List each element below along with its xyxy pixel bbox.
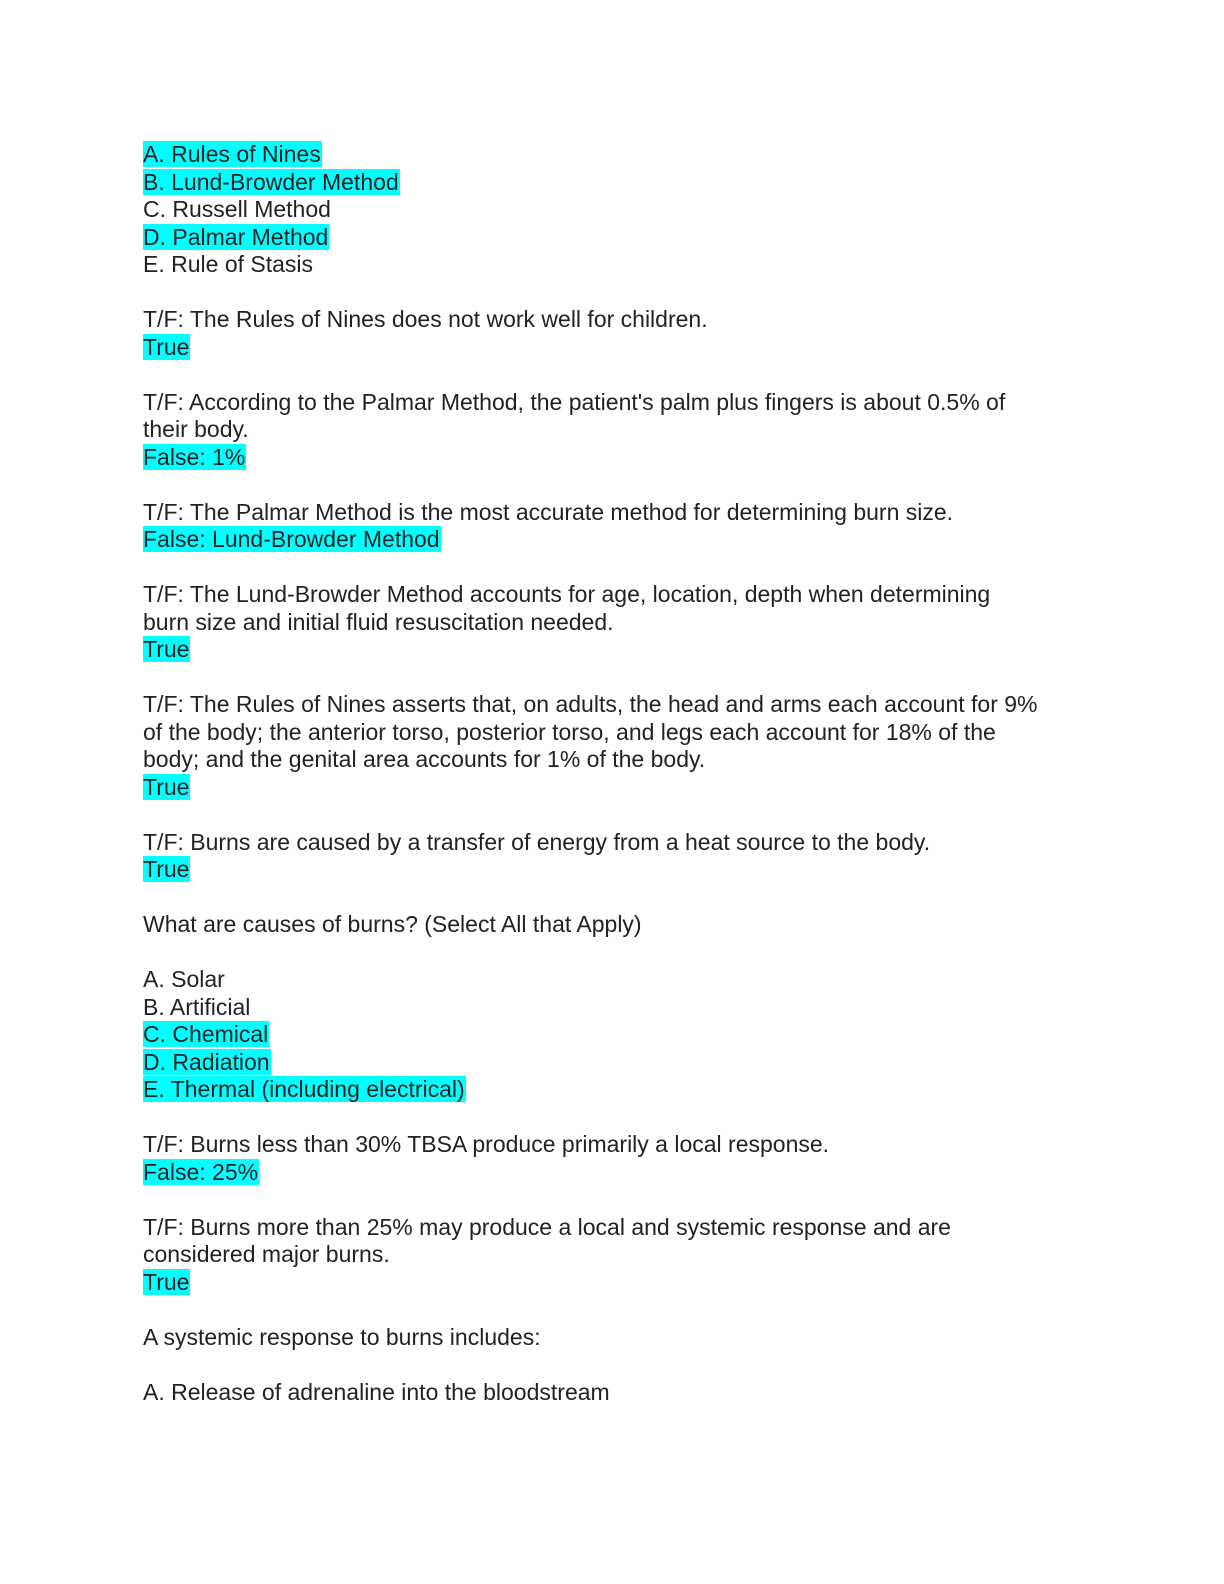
highlighted-option: A. Rules of Nines bbox=[143, 141, 321, 167]
answer-line bbox=[143, 334, 1093, 362]
question-text: body; and the genital area accounts for 1% of the body. bbox=[143, 746, 706, 772]
document-page bbox=[143, 141, 1093, 1406]
answer-line bbox=[143, 526, 1093, 554]
answer-highlight: False: 25% bbox=[143, 1158, 259, 1185]
option-line bbox=[143, 196, 1093, 224]
question-text: T/F: According to the Palmar Method, the patient's palm plus fingers is about 0.5% of bbox=[143, 388, 1006, 415]
option-text: C. Russell Method bbox=[143, 196, 331, 222]
option-line bbox=[143, 141, 1093, 169]
question-text: T/F: The Lund-Browder Method accounts for age, location, depth when determining bbox=[143, 581, 991, 607]
highlighted-option: B. Lund-Browder Method bbox=[143, 168, 399, 195]
option-text: A. Release of adrenaline into the bloodstream bbox=[143, 1378, 610, 1405]
answer-line bbox=[143, 444, 1093, 472]
option-line bbox=[143, 224, 1093, 252]
option-line bbox=[143, 966, 1093, 994]
question-text: burn size and initial fluid resuscitation needed. bbox=[143, 608, 614, 635]
answer-highlight: True bbox=[143, 856, 190, 882]
option-text: B. Artificial bbox=[143, 993, 251, 1020]
question-text: T/F: Burns more than 25% may produce a local and systemic response and are bbox=[143, 1213, 951, 1240]
answer-highlight: True bbox=[143, 636, 190, 662]
question-text: What are causes of burns? (Select All that Apply) bbox=[143, 911, 642, 937]
highlighted-option: C. Chemical bbox=[143, 1021, 269, 1047]
question-text: T/F: The Palmar Method is the most accurate method for determining burn size. bbox=[143, 498, 954, 525]
answer-highlight: True bbox=[143, 773, 190, 800]
answer-highlight: False: 1% bbox=[143, 443, 246, 470]
question-text: of the body; the anterior torso, posterior torso, and legs each account for 18% of the bbox=[143, 718, 996, 745]
question-text: A systemic response to burns includes: bbox=[143, 1323, 541, 1350]
question-text: considered major burns. bbox=[143, 1241, 390, 1267]
option-line bbox=[143, 169, 1093, 197]
option-line bbox=[143, 1076, 1093, 1104]
answer-line bbox=[143, 636, 1093, 664]
option-line bbox=[143, 1049, 1093, 1077]
question-text: T/F: The Rules of Nines asserts that, on adults, the head and arms each account for 9% bbox=[143, 691, 1038, 717]
question-text: T/F: Burns are caused by a transfer of energy from a heat source to the body. bbox=[143, 828, 931, 855]
answer-highlight: True bbox=[143, 333, 190, 360]
option-line bbox=[143, 994, 1093, 1022]
answer-line bbox=[143, 856, 1093, 884]
highlighted-option: E. Thermal (including electrical) bbox=[143, 1076, 465, 1102]
answer-line bbox=[143, 1159, 1093, 1187]
answer-line bbox=[143, 774, 1093, 802]
question-text: T/F: The Rules of Nines does not work well for children. bbox=[143, 306, 708, 332]
question-text: T/F: Burns less than 30% TBSA produce primarily a local response. bbox=[143, 1131, 830, 1157]
answer-highlight: True bbox=[143, 1268, 190, 1295]
option-line bbox=[143, 251, 1093, 279]
option-line bbox=[143, 1021, 1093, 1049]
highlighted-option: D. Radiation bbox=[143, 1048, 270, 1075]
answer-line bbox=[143, 1269, 1093, 1297]
option-text: E. Rule of Stasis bbox=[143, 251, 314, 277]
answer-highlight: False: Lund-Browder Method bbox=[143, 526, 440, 552]
option-line bbox=[143, 1379, 1093, 1407]
highlighted-option: D. Palmar Method bbox=[143, 223, 329, 250]
question-text: their body. bbox=[143, 416, 249, 442]
option-text: A. Solar bbox=[143, 966, 225, 992]
